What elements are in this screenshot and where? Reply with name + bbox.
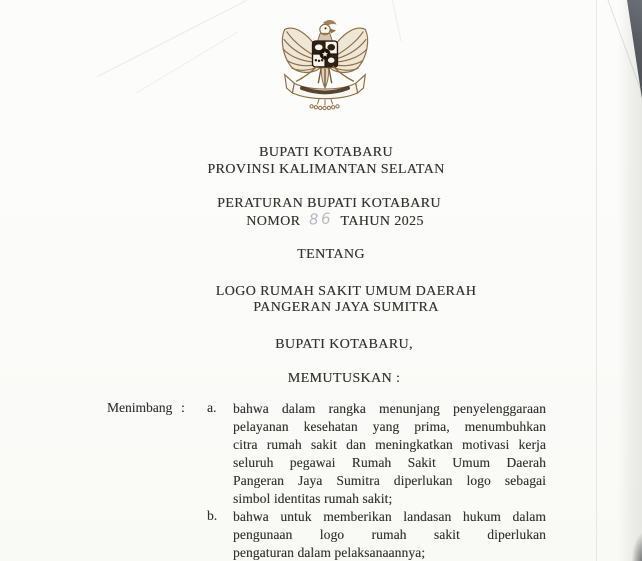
- subject-title-line-2: PANGERAN JAYA SUMITRA: [253, 300, 439, 315]
- item-marker-b: b.: [207, 508, 218, 523]
- garuda-pancasila-emblem: [277, 18, 373, 114]
- consideration-line: pengunaan logo rumah sakit diperlukan: [233, 527, 546, 542]
- tentang-label: TENTANG: [297, 247, 365, 262]
- memutuskan-heading: MEMUTUSKAN :: [287, 371, 401, 386]
- consideration-line: simbol identitas rumah sakit;: [233, 491, 393, 506]
- considerations-text-block: [233, 400, 546, 561]
- province-title: PROVINSI KALIMANTAN SELATAN: [207, 162, 445, 177]
- consideration-line: bahwa dalam rangka menunjang penyelenggaraan: [233, 401, 546, 416]
- consideration-line: Pangeran Jaya Sumitra diperlukan logo sebagai: [233, 473, 546, 488]
- consideration-line: pelayanan kesehatan yang prima, menumbuhkan: [233, 419, 546, 434]
- issuer-salutation: BUPATI KOTABARU,: [275, 337, 413, 352]
- tahun-label: TAHUN 2025: [340, 214, 424, 229]
- bottom-right-corner-shadow: [626, 509, 642, 561]
- menimbang-colon: :: [181, 400, 185, 415]
- page-edge-line: [596, 0, 597, 561]
- handwritten-regulation-number: 86: [308, 209, 334, 229]
- regulation-number-line: [28, 211, 642, 230]
- consideration-line: bahwa untuk memberikan landasan hukum dalam: [233, 509, 546, 524]
- consideration-line: citra rumah sakit dan meningkatkan motivasi kerja: [233, 437, 546, 452]
- top-middle-crease: [391, 0, 402, 41]
- consideration-line: pengaturan dalam pelaksanaannya;: [233, 545, 426, 560]
- item-marker-a: a.: [207, 400, 217, 415]
- menimbang-label: Menimbang: [107, 400, 173, 415]
- nomor-label: NOMOR: [246, 214, 301, 229]
- regulation-title: PERATURAN BUPATI KOTABARU: [217, 196, 441, 211]
- authority-title: BUPATI KOTABARU: [259, 145, 393, 160]
- consideration-line: seluruh pegawai Rumah Sakit Umum Daerah: [233, 455, 546, 470]
- subject-title-line-1: LOGO RUMAH SAKIT UMUM DAERAH: [215, 284, 477, 299]
- top-left-crease-2: [136, 32, 238, 94]
